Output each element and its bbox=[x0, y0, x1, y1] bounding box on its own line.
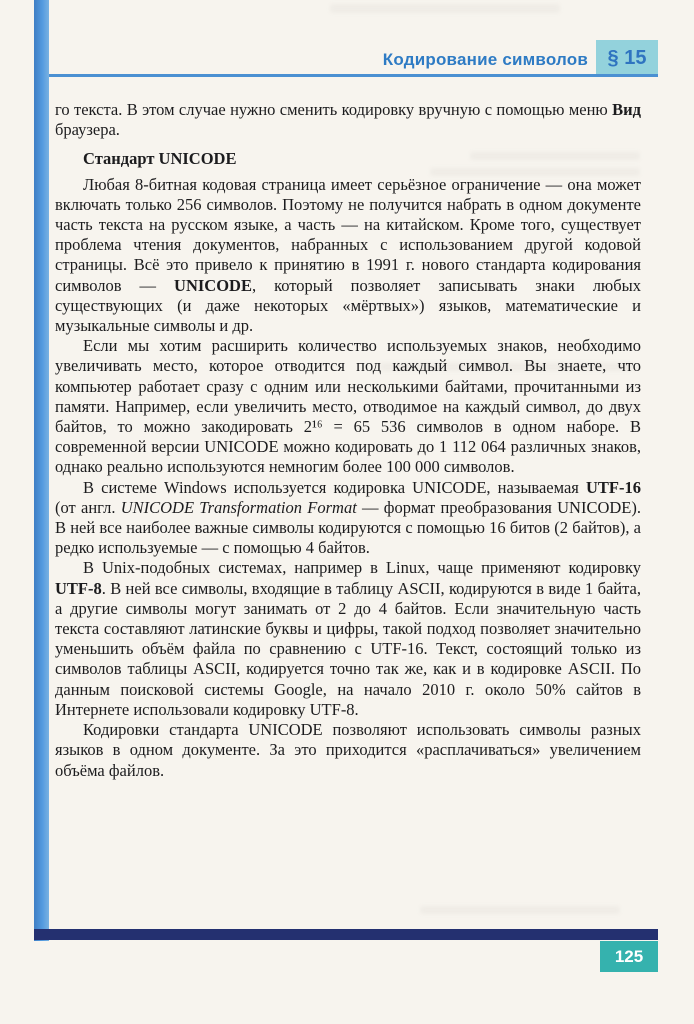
text-run: , который позволяет записывать знаки любых существующих (и даже некоторых «мёртвых») языков, математические и музыкальные символы и др. bbox=[55, 275, 641, 336]
subheading bbox=[55, 149, 641, 169]
text-run: браузера. bbox=[55, 120, 120, 140]
bleed-through-artifact bbox=[420, 906, 620, 914]
bleed-through-artifact bbox=[330, 4, 560, 13]
section-number-badge bbox=[596, 40, 658, 76]
text-run: Кодировки стандарта UNICODE позволяют использовать символы разных языков в одном документе. За это приходится «расплачиваться» увеличением объёма файлов. bbox=[55, 720, 641, 780]
text-run: UTF-8 bbox=[55, 578, 102, 598]
page-number-badge: 125 bbox=[600, 941, 658, 972]
footer-bar bbox=[34, 929, 658, 940]
text-run: Если мы хотим расширить количество используемых знаков, необходимо увеличивать место, которое отводится под каждый символ. Вы знаете, что компьютер работает сразу с одним или несколькими байтами, прочитанными из памяти. Например, если увеличить место, отводимое на каждый символ, до двух байтов, то можно закодировать 2¹⁶ = 65 536 символов в одном наборе. В современной версии UNICODE можно кодировать до 1 112 064 различных знаков, однако реально используются немногим более 100 000 символов. bbox=[55, 336, 641, 477]
text-run: В Unix-подобных системах, например в Linux, чаще применяют кодировку bbox=[83, 558, 641, 578]
text-run: Стандарт UNICODE bbox=[83, 149, 237, 169]
text-run: го текста. В этом случае нужно сменить кодировку вручную с помощью меню bbox=[55, 100, 613, 119]
page-spine-bar bbox=[34, 0, 49, 941]
text-run: Вид bbox=[612, 100, 641, 119]
paragraph bbox=[55, 175, 641, 337]
text-run: UTF-16 bbox=[586, 477, 641, 497]
paragraph bbox=[55, 720, 641, 781]
text-run: — формат преобразования UNICODE). В ней все наиболее важные символы кодируются с помощью 16 битов (2 байтов), а редко используемые — с помощью 4 байтов. bbox=[55, 497, 642, 558]
text-column bbox=[55, 100, 641, 781]
text-run: (от англ. bbox=[55, 497, 121, 517]
paragraph bbox=[55, 558, 641, 720]
header-rule bbox=[49, 74, 658, 77]
section-number-label: § 15 bbox=[607, 46, 647, 69]
text-run: UNICODE Transformation Format bbox=[120, 497, 357, 517]
paragraph bbox=[55, 100, 641, 140]
text-run: Любая 8-битная кодовая страница имеет серьёзное ограничение — она может включать только 256 символов. Поэтому не получится набрать в одном документе часть текста на русском языке, а часть — на китайском. Кроме того, существует проблема чтения документов, набранных с использованием другой кодовой страницы. Всё это привело к принятию в 1991 г. нового стандарта кодирования символов — bbox=[55, 174, 641, 295]
text-run: В системе Windows используется кодировка UNICODE, называемая bbox=[83, 477, 586, 497]
paragraph bbox=[55, 478, 641, 559]
running-head-title: Кодирование символов bbox=[382, 50, 588, 69]
text-run: UNICODE bbox=[174, 275, 252, 295]
paragraph bbox=[55, 336, 641, 477]
text-run: . В ней все символы, входящие в таблицу ASCII, кодируются в виде 1 байта, а другие символы могут занимать от 2 до 4 байтов. Если значительную часть текста составляют латинские буквы и цифры, такой подход позволяет значительно уменьшить объём файла по сравнению с UTF-16. Текст, состоящий только из символов таблицы ASCII, кодируется точно так же, как и в кодировке ASCII. По данным поисковой системы Google, на начало 2010 г. около 50% сайтов в Интернете использовали кодировку UTF-8. bbox=[55, 578, 641, 719]
